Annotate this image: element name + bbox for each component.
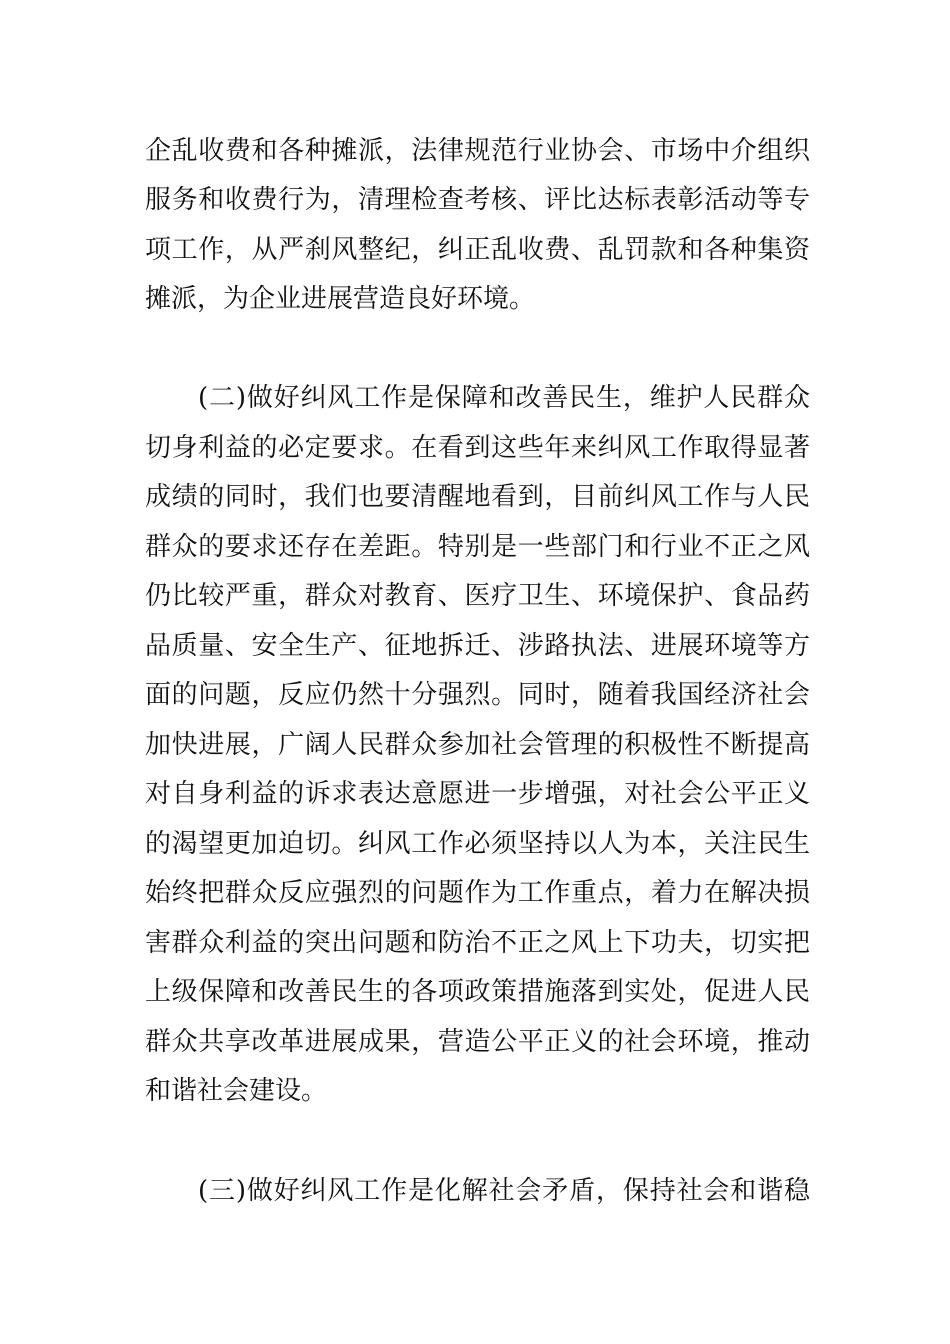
paragraph-2-line-8: 加快进展，广阔人民群众参加社会管理的积极性不断提高 xyxy=(145,730,810,760)
paragraph-3-line-1: (三)做好纠风工作是化解社会矛盾，保持社会和谐稳 xyxy=(198,1176,810,1206)
paragraph-1-line-3: 项工作，从严刹风整纪，纠正乱收费、乱罚款和各种集资 xyxy=(145,235,810,265)
paragraph-2-line-10: 的渴望更加迫切。纠风工作必须坚持以人为本，关注民生 xyxy=(145,829,810,859)
paragraph-1-line-1: 企乱收费和各种摊派，法律规范行业协会、市场中介组织 xyxy=(145,136,810,166)
paragraph-2-line-3: 成绩的同时，我们也要清醒地看到，目前纠风工作与人民 xyxy=(145,482,810,512)
paragraph-2-line-12: 害群众利益的突出问题和防治不正之风上下功夫，切实把 xyxy=(145,928,810,958)
paragraph-2-line-7: 面的问题，反应仍然十分强烈。同时，随着我国经济社会 xyxy=(145,680,810,710)
paragraph-1-line-4: 摊派，为企业进展营造良好环境。 xyxy=(145,284,536,314)
paragraph-2-line-13: 上级保障和改善民生的各项政策措施落到实处，促进人民 xyxy=(145,977,810,1007)
paragraph-2-line-6: 品质量、安全生产、征地拆迁、涉路执法、进展环境等方 xyxy=(145,631,810,661)
paragraph-2-line-1: (二)做好纠风工作是保障和改善民生，维护人民群众 xyxy=(198,383,810,413)
paragraph-1-line-2: 服务和收费行为，清理检查考核、评比达标表彰活动等专 xyxy=(145,185,810,215)
paragraph-2-line-5: 仍比较严重，群众对教育、医疗卫生、环境保护、食品药 xyxy=(145,581,810,611)
paragraph-2-line-15: 和谐社会建设。 xyxy=(145,1076,328,1106)
paragraph-2-line-4: 群众的要求还存在差距。特别是一些部门和行业不正之风 xyxy=(145,532,810,562)
paragraph-2-line-9: 对自身利益的诉求表达意愿进一步增强，对社会公平正义 xyxy=(145,779,810,809)
paragraph-2-line-11: 始终把群众反应强烈的问题作为工作重点，着力在解决损 xyxy=(145,878,810,908)
paragraph-2-line-2: 切身利益的必定要求。在看到这些年来纠风工作取得显著 xyxy=(145,433,810,463)
paragraph-2-line-14: 群众共享改革进展成果，营造公平正义的社会环境，推动 xyxy=(145,1027,810,1057)
